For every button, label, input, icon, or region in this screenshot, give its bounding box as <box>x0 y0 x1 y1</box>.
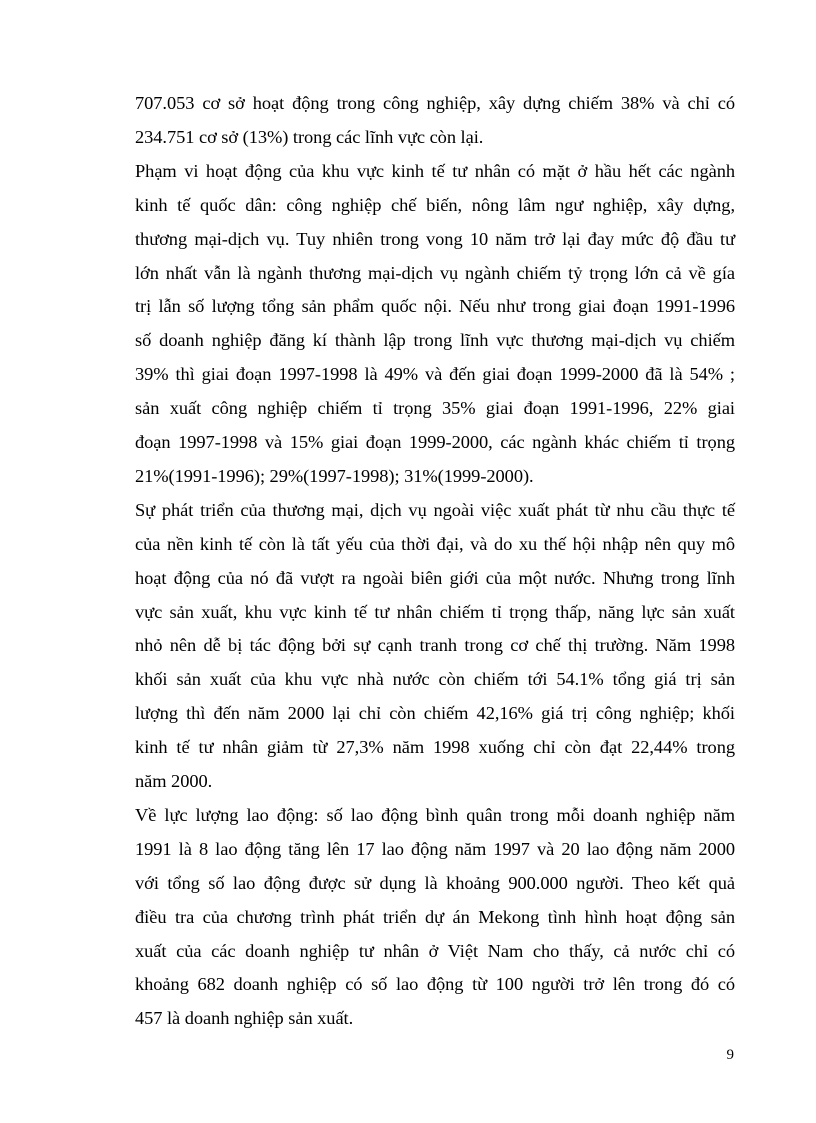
paragraph-trade-development-line: kinh tế tư nhân giảm từ 27,3% năm 1998 xuống chỉ còn đạt 22,44% trong <box>135 737 735 758</box>
paragraph-scope-line: lớn nhất vẫn là ngành thương mại-dịch vụ ngành chiếm tỷ trọng lớn cả về gía <box>135 262 735 283</box>
paragraph-trade-development-line: của nền kinh tế còn là tất yếu của thời đại, và do xu thế hội nhập nên quy mô <box>135 533 735 554</box>
paragraph-trade-development-line: hoạt động của nó đã vượt ra ngoài biên giới của một nước. Nhưng trong lĩnh <box>135 567 735 588</box>
paragraph-labor-force-line: khoảng 682 doanh nghiệp có số lao động từ 100 người trở lên trong đó có <box>135 974 735 995</box>
paragraph-scope-line: đoạn 1997-1998 và 15% giai đoạn 1999-2000, các ngành khác chiếm tỉ trọng <box>135 432 735 452</box>
paragraph-scope-line: trị lẫn số lượng tổng sản phẩm quốc nội. Nếu như trong giai đoạn 1991-1996 <box>135 296 735 317</box>
paragraph-labor-force-line: 457 là doanh nghiệp sản xuất. <box>135 1008 354 1029</box>
paragraph-scope-line: thương mại-dịch vụ. Tuy nhiên trong vong 10 năm trở lại đay mức độ đầu tư <box>135 228 735 249</box>
paragraph-trade-development-line: khối sản xuất của khu vực nhà nước còn chiếm tới 54.1% tổng giá trị sản <box>135 669 735 690</box>
paragraph-scope-line: số doanh nghiệp đăng kí thành lập trong lĩnh vực thương mại-dịch vụ chiếm <box>135 330 735 351</box>
paragraph-scope-line: sản xuất công nghiệp chiếm tỉ trọng 35% giai đoạn 1991-1996, 22% giai <box>135 398 735 419</box>
paragraph-labor-force-line: 1991 là 8 lao động tăng lên 17 lao động năm 1997 và 20 lao động năm 2000 <box>135 838 735 859</box>
paragraph-trade-development-line: năm 2000. <box>135 771 213 791</box>
page-number: 9 <box>726 1047 734 1063</box>
paragraph-scope-line: 39% thì giai đoạn 1997-1998 là 49% và đến giai đoạn 1999-2000 đã là 54% ; <box>135 364 735 385</box>
paragraph-establishments-line: 234.751 cơ sở (13%) trong các lĩnh vực còn lại. <box>135 126 484 147</box>
paragraph-trade-development-line: nhỏ nên dễ bị tác động bởi sự cạnh tranh trong cơ chế thị trường. Năm 1998 <box>135 635 735 656</box>
paragraph-scope-line: Phạm vi hoạt động của khu vực kinh tế tư nhân có mặt ở hầu hết các ngành <box>135 160 735 181</box>
paragraph-trade-development-line: vực sản xuất, khu vực kinh tế tư nhân chiếm tỉ trọng thấp, năng lực sản xuất <box>135 601 735 622</box>
paragraph-labor-force-line: xuất của các doanh nghiệp tư nhân ở Việt Nam cho thấy, cả nước chỉ có <box>135 940 735 961</box>
paragraph-trade-development-line: lượng thì đến năm 2000 lại chỉ còn chiếm 42,16% giá trị công nghiệp; khối <box>135 703 735 724</box>
paragraph-labor-force-line: điều tra của chương trình phát triển dự án Mekong tình hình hoạt động sản <box>135 906 735 927</box>
paragraph-labor-force-line: Về lực lượng lao động: số lao động bình quân trong mỗi doanh nghiệp năm <box>135 804 735 825</box>
paragraph-labor-force-line: với tổng số lao động được sử dụng là khoảng 900.000 người. Theo kết quả <box>135 872 735 893</box>
paragraph-trade-development-line: Sự phát triển của thương mại, dịch vụ ngoài việc xuất phát từ nhu cầu thực tế <box>135 499 735 520</box>
paragraph-establishments-line: 707.053 cơ sở hoạt động trong công nghiệp, xây dựng chiếm 38% và chỉ có <box>135 93 735 113</box>
paragraph-scope-line: kinh tế quốc dân: công nghiệp chế biến, nông lâm ngư nghiệp, xây dựng, <box>135 194 735 215</box>
paragraph-scope-line: 21%(1991-1996); 29%(1997-1998); 31%(1999-2000). <box>135 465 534 486</box>
